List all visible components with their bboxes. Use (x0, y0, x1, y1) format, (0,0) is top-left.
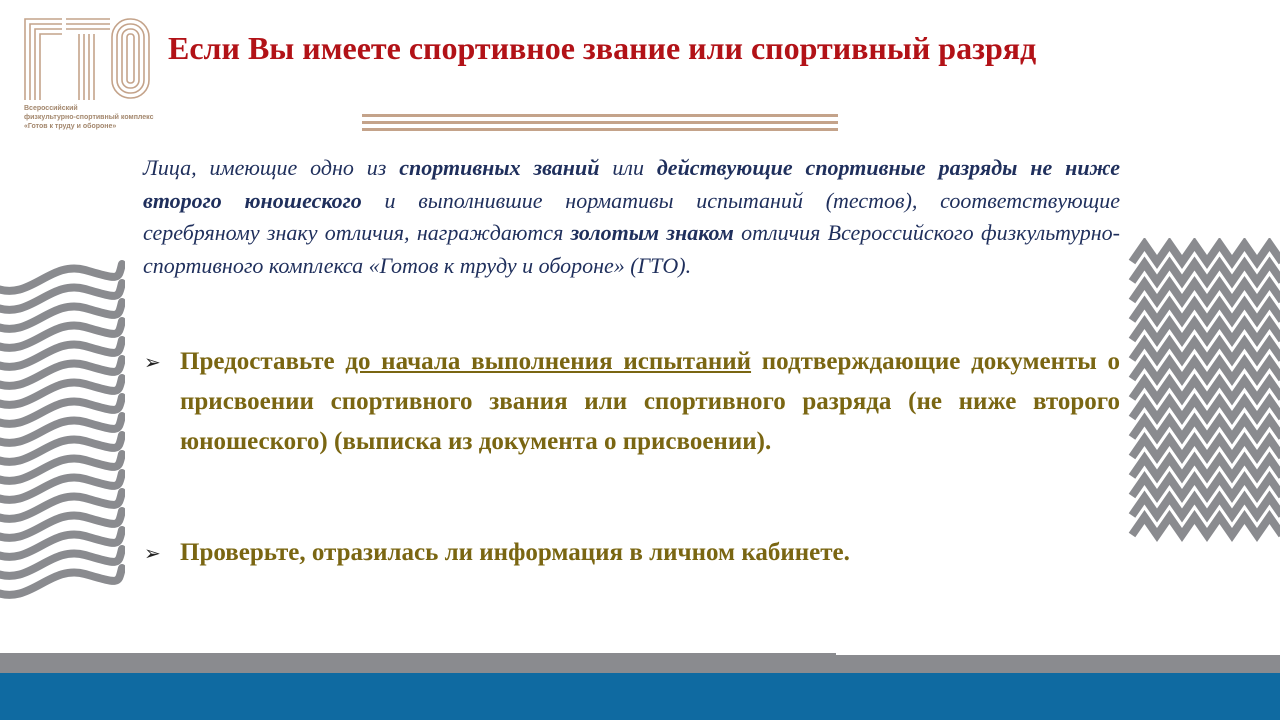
bullet-text-part: Предоставьте (180, 348, 346, 375)
footer-band-grey (0, 653, 1280, 673)
logo-caption-line: физкультурно-спортивный комплекс (24, 114, 154, 121)
bullet-text: Проверьте, отразилась ли информация в личном кабинете. (180, 539, 850, 566)
logo-caption-line: Всероссийский (24, 105, 78, 112)
title-underline (362, 114, 838, 131)
logo-caption-line: «Готов к труду и обороне» (24, 123, 117, 130)
logo-caption (24, 104, 194, 131)
gto-logo (22, 16, 187, 141)
page-title: Если Вы имеете спортивное звание или спортивный разряд (168, 30, 1037, 66)
bullet-text (180, 342, 1120, 462)
bullet-underlined-text: до начала выполнения испытаний (345, 348, 752, 375)
intro-emphasis: золотым знаком (570, 220, 734, 245)
bullet-item (144, 533, 1120, 573)
intro-text: Лица, имеющие одно из (143, 155, 400, 180)
wave-pattern-left (0, 240, 125, 620)
gto-logo-mark (22, 16, 152, 100)
intro-emphasis: действующие спортивные разряды не ниже второго юношеского (143, 155, 1121, 213)
zigzag-pattern-right (1128, 238, 1280, 550)
footer-band-notch (836, 653, 1280, 655)
arrow-bullet-icon: ➢ (144, 541, 161, 565)
footer-band-blue (0, 673, 1280, 720)
intro-emphasis: спортивных званий (399, 155, 600, 180)
intro-text: отличия Всероссийского физкультурно-спортивного комплекса «Готов к труду и обороне» (ГТО). (143, 220, 1120, 278)
arrow-bullet-icon: ➢ (144, 350, 161, 374)
intro-paragraph (143, 152, 1120, 282)
bullet-text-part: подтверждающие документы о присвоении спортивного звания или спортивного разряда (не ниже второго юношеского) (выписка из документа о присвоении). (180, 348, 1120, 455)
bullet-item (144, 342, 1120, 462)
intro-text: и выполнившие нормативы испытаний (тестов), соответствующие серебряному знаку отличия, награждаются (143, 187, 1121, 245)
intro-text: или (599, 155, 657, 180)
